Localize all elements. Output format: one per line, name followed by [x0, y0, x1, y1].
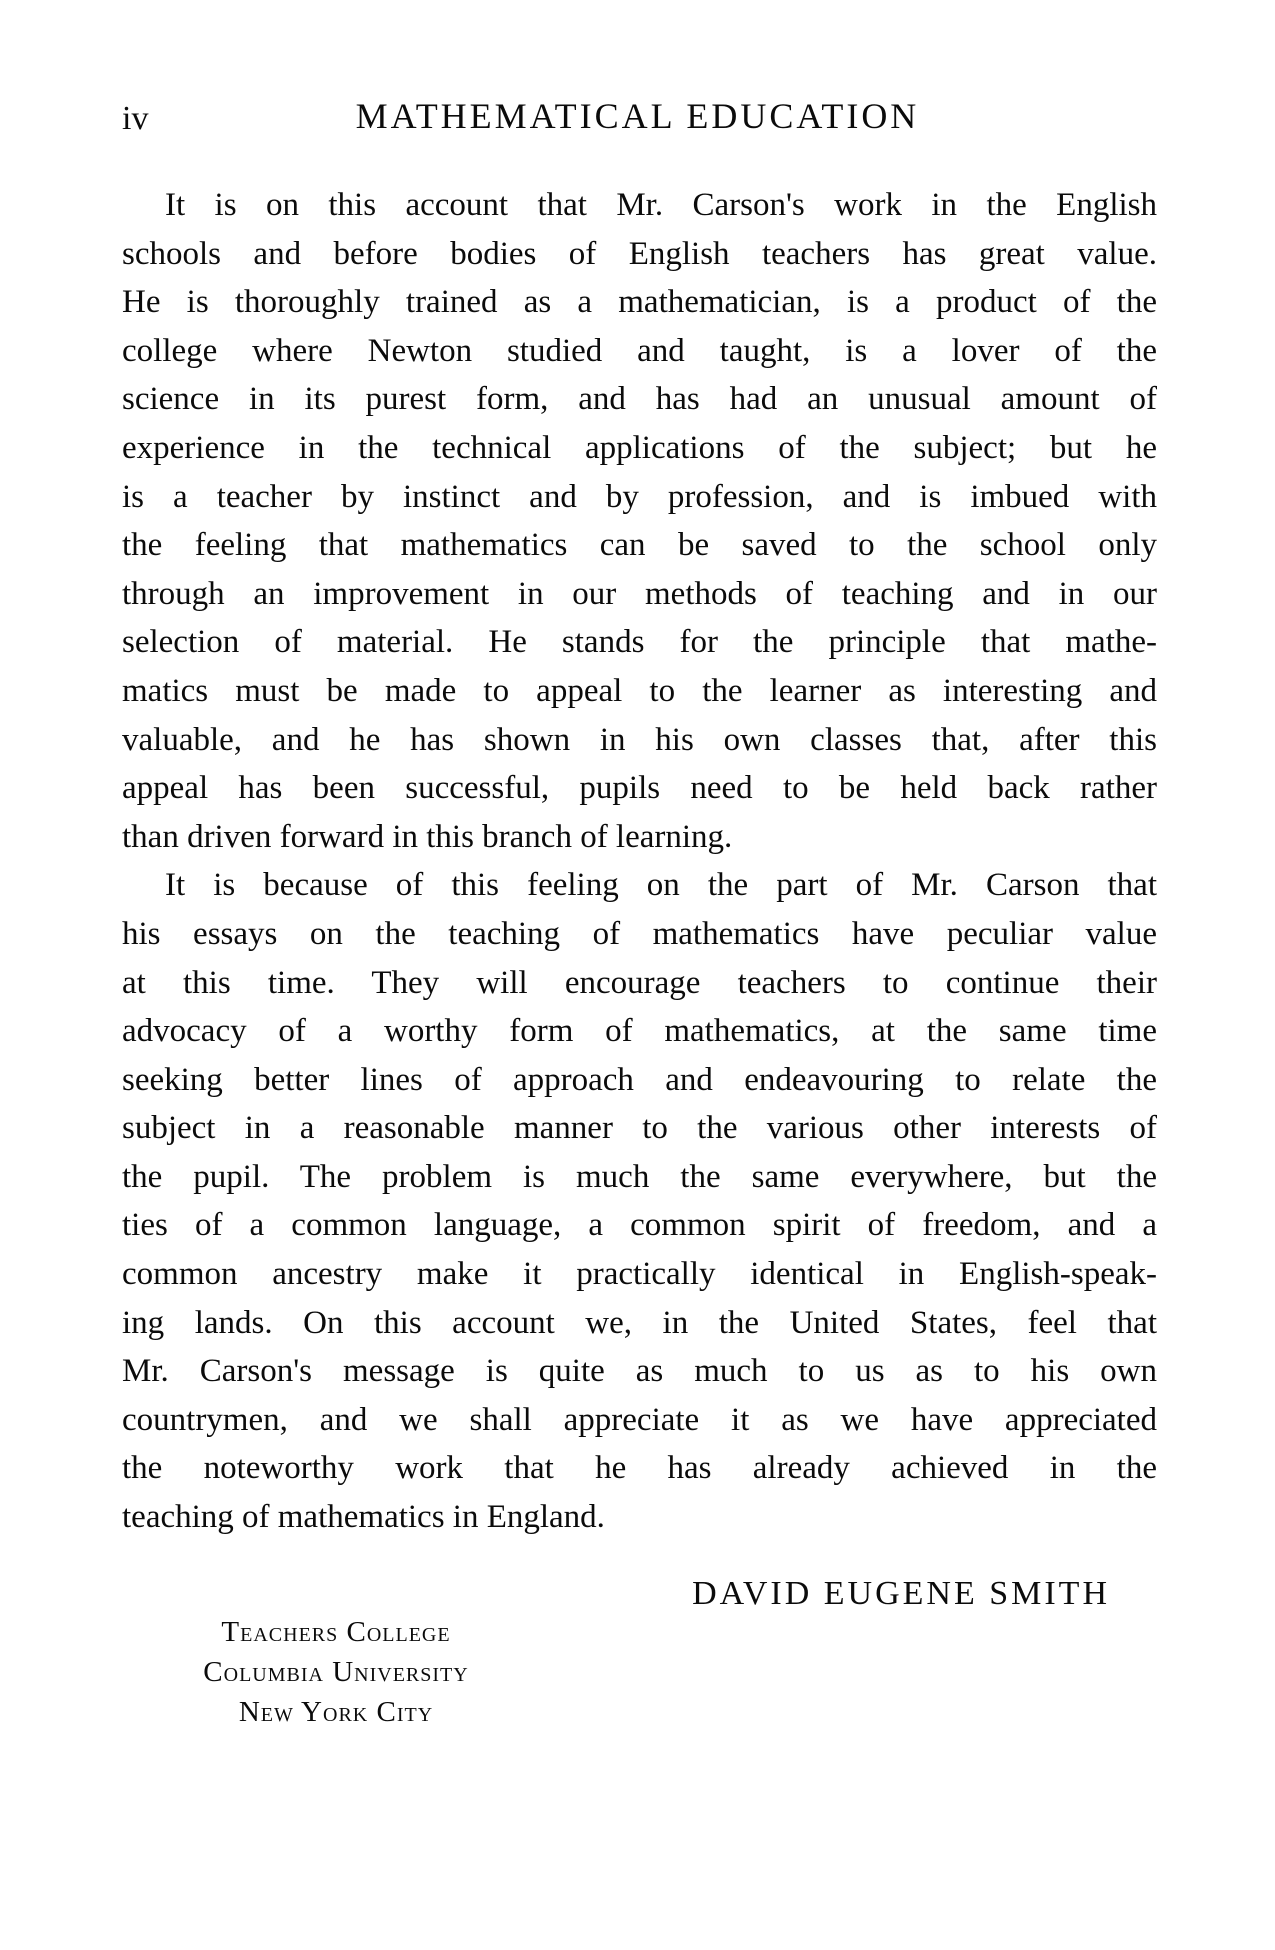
author-signature: DAVID EUGENE SMITH [692, 1575, 1110, 1612]
body-text [122, 181, 1157, 1542]
text-line: the feeling that mathematics can be saved to the school only [122, 527, 1157, 564]
text-line: through an improvement in our methods of teaching and in our [122, 575, 1157, 612]
page-number: iv [122, 100, 149, 137]
text-line: selection of material. He stands for the principle that mathe- [122, 624, 1157, 661]
text-line: countrymen, and we shall appreciate it as we have appreciated [122, 1401, 1157, 1438]
text-line: valuable, and he has shown in his own classes that, after this [122, 721, 1157, 758]
text-line: ing lands. On this account we, in the United States, feel that [122, 1304, 1157, 1341]
text-line: the noteworthy work that he has already achieved in the [122, 1450, 1157, 1487]
affiliation-line-city: New York City [238, 1696, 434, 1728]
text-line: than driven forward in this branch of learning. [122, 818, 733, 855]
affiliation-line-university: Columbia University [203, 1656, 469, 1688]
text-line: schools and before bodies of English teachers has great value. [122, 235, 1157, 272]
paragraph-2 [122, 861, 1157, 1541]
text-line: the pupil. The problem is much the same everywhere, but the [122, 1158, 1157, 1195]
text-line: He is thoroughly trained as a mathematician, is a product of the [122, 284, 1157, 321]
text-line: Mr. Carson's message is quite as much to us as to his own [122, 1353, 1157, 1390]
affiliation-line-institution: Teachers College [221, 1616, 451, 1648]
text-line: common ancestry make it practically identical in English-speak- [122, 1256, 1157, 1293]
text-line: It is because of this feeling on the part of Mr. Carson that [165, 867, 1157, 904]
text-line: experience in the technical applications of the subject; but he [122, 429, 1157, 466]
text-line: matics must be made to appeal to the learner as interesting and [122, 672, 1157, 709]
text-line: teaching of mathematics in England. [122, 1499, 605, 1536]
text-line: seeking better lines of approach and endeavouring to relate the [122, 1061, 1157, 1098]
affiliation-block [160, 1612, 512, 1732]
text-line: appeal has been successful, pupils need to be held back rather [122, 770, 1157, 807]
text-line: subject in a reasonable manner to the various other interests of [122, 1110, 1157, 1147]
text-line: It is on this account that Mr. Carson's work in the English [165, 187, 1157, 223]
text-line: advocacy of a worthy form of mathematics, at the same time [122, 1013, 1157, 1050]
text-line: science in its purest form, and has had an unusual amount of [122, 381, 1157, 418]
paragraph-1 [122, 181, 1157, 861]
text-line: his essays on the teaching of mathematics have peculiar value [122, 915, 1157, 952]
text-line: is a teacher by instinct and by profession, and is imbued with [122, 478, 1157, 515]
text-line: at this time. They will encourage teachers to continue their [122, 964, 1157, 1001]
text-line: college where Newton studied and taught, is a lover of the [122, 332, 1157, 369]
running-head: MATHEMATICAL EDUCATION [355, 96, 920, 136]
text-line: ties of a common language, a common spirit of freedom, and a [122, 1207, 1157, 1244]
